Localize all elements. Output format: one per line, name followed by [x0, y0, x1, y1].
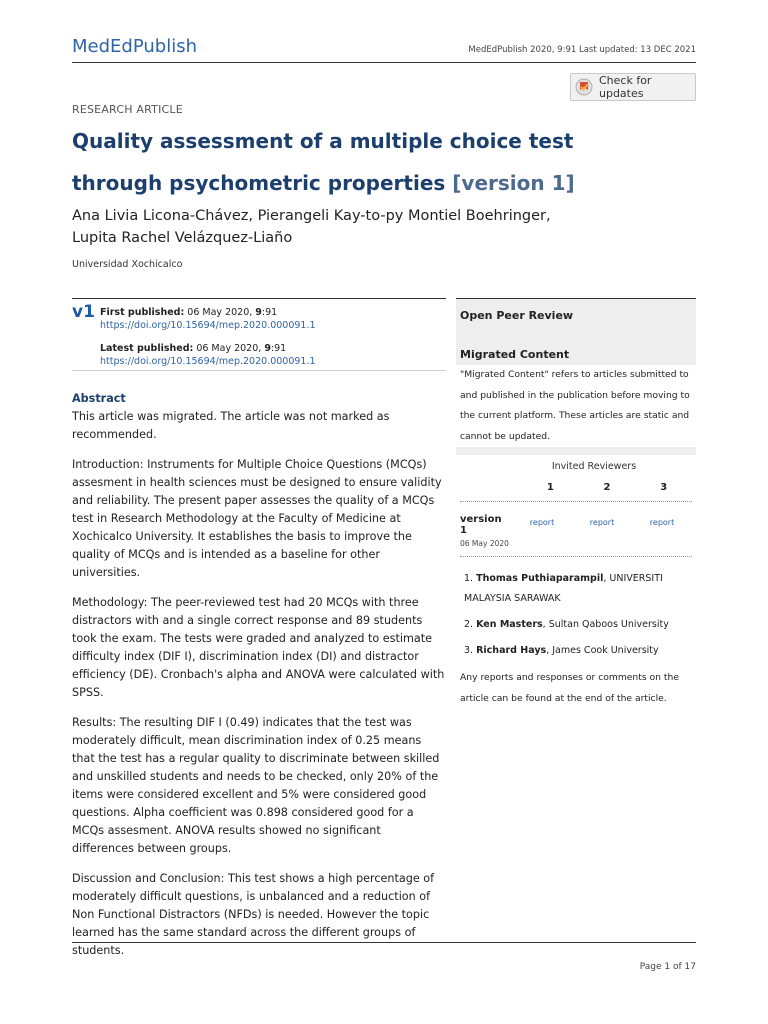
- version-badge: v1: [72, 302, 95, 322]
- reviewer-column-3: 3: [660, 482, 668, 493]
- peer-review-panel: [456, 298, 696, 704]
- version-number: version 1: [460, 514, 502, 536]
- latest-published: [100, 342, 440, 368]
- reviewer-table-divider: [460, 556, 692, 557]
- reviewer-name: Thomas Puthiaparampil: [476, 573, 604, 584]
- publication-divider: [72, 298, 446, 299]
- reviewer-number: 2.: [464, 619, 474, 630]
- reviewer-list: [460, 569, 692, 661]
- reviewer-number: 3.: [464, 645, 474, 656]
- first-published-page: :91: [261, 307, 278, 318]
- abstract-paragraph: Introduction: Instruments for Multiple Choice Questions (MCQs) assesment in health sciences must be designed to ensure validity and reliability. The present paper assesses the quality of a MCQs test in Research Methodology at the Faculty of Medicine at Xochicalco University. It establishes the basis to improve the quality of MCQs and is intended as a baseline for other universities.: [72, 458, 442, 579]
- first-published-doi-link[interactable]: https://doi.org/10.15694/mep.2020.000091.1: [100, 320, 316, 331]
- latest-published-label: Latest published:: [100, 343, 194, 354]
- author-list: [72, 205, 612, 249]
- reviewer-item: [460, 569, 692, 609]
- open-peer-review-heading: Open Peer Review: [460, 309, 574, 322]
- report-link-2[interactable]: report: [589, 518, 615, 527]
- header-divider: [72, 62, 696, 63]
- abstract-paragraph: Results: The resulting DIF I (0.49) indicates that the test was moderately difficult, mean discrimination index of 0.25 means that the test has a regular quality to discriminate between skilled and unskilled students and needs to be checked, only 20% of the items were considered excellent and 5% were considered good questions. Alpha coefficient was 0.898 considered good for a MCQs assesment. ANOVA results showed no significant differences between groups.: [72, 716, 440, 855]
- report-link-1[interactable]: report: [529, 518, 555, 527]
- abstract-paragraph: Discussion and Conclusion: This test shows a high percentage of moderately difficult questions, is unbalanced and a reduction of Non Functional Distractors (NFDs) is needed. However the topic learned has the same standard across the different groups of students.: [72, 872, 435, 957]
- check-updates-label: Check for updates: [599, 74, 652, 100]
- reviewer-column-1: 1: [546, 482, 554, 493]
- reviewer-affiliation: , Sultan Qaboos University: [542, 619, 669, 630]
- reports-note: Any reports and responses or comments on the article can be found at the end of the article.: [456, 667, 696, 709]
- reviewer-affiliation: , UNIVERSITI MALAYSIA SARAWAK: [464, 573, 663, 604]
- reviewer-item: [460, 615, 692, 635]
- first-published: [100, 306, 440, 332]
- reviewer-number: 1.: [464, 573, 474, 584]
- abstract-paragraph: Methodology: The peer-reviewed test had 20 MCQs with three distractors with and a single correct response and 89 students took the exam. The tests were graded and analyzed to estimate difficulty index (DIF I), discrimination index (DI) and distractor efficiency (DE). Cronbach's alpha and ANOVA were calculated with SPSS.: [72, 596, 445, 699]
- reviewer-columns: [460, 482, 692, 493]
- migrated-content-text: "Migrated Content" refers to articles submitted to and published in the publication before moving to the current platform. These articles are static and cannot be updated.: [456, 365, 696, 447]
- crossmark-icon: [575, 78, 593, 96]
- abstract-paragraph: This article was migrated. The article was not marked as recommended.: [72, 410, 390, 441]
- first-published-label: First published:: [100, 307, 185, 318]
- journal-meta: MedEdPublish 2020, 9:91 Last updated: 13 DEC 2021: [468, 45, 696, 55]
- reviewer-affiliation: , James Cook University: [546, 645, 659, 656]
- reviewer-item: [460, 641, 692, 661]
- reviewer-table: [456, 455, 696, 713]
- latest-published-volume: 9: [264, 343, 271, 354]
- latest-published-page: :91: [270, 343, 287, 354]
- authors-line-1: Ana Livia Licona-Chávez, Pierangeli Kay-to-py Montiel Boehringer,: [72, 208, 551, 224]
- authors-line-2: Lupita Rachel Velázquez-Liaño: [72, 230, 293, 246]
- invited-reviewers-heading: Invited Reviewers: [551, 461, 637, 472]
- first-published-volume: 9: [255, 307, 262, 318]
- first-published-date: 06 May 2020,: [184, 307, 256, 318]
- reviewer-column-2: 2: [603, 482, 611, 493]
- latest-published-doi-link[interactable]: https://doi.org/10.15694/mep.2020.000091.1: [100, 356, 316, 367]
- reviewer-table-divider: [460, 501, 692, 502]
- publication-info: [100, 306, 440, 368]
- migrated-content-heading: Migrated Content: [460, 348, 570, 361]
- report-link-3[interactable]: report: [649, 518, 675, 527]
- latest-published-date: 06 May 2020,: [193, 343, 265, 354]
- abstract-section: [72, 390, 446, 972]
- article-type: RESEARCH ARTICLE: [72, 103, 183, 116]
- report-links: [512, 514, 692, 527]
- article-title: [72, 120, 632, 204]
- reviewer-name: Ken Masters: [476, 619, 543, 630]
- journal-brand[interactable]: MedEdPublish: [72, 36, 197, 57]
- reviewer-name: Richard Hays: [476, 645, 547, 656]
- peer-review-sidebar: [456, 298, 696, 704]
- abstract-divider: [72, 370, 446, 371]
- abstract-heading: Abstract: [72, 392, 126, 405]
- check-updates-button[interactable]: [570, 73, 696, 101]
- version-row: [460, 514, 692, 548]
- version-label: [460, 514, 512, 548]
- affiliation: Universidad Xochicalco: [72, 259, 183, 270]
- page-number: Page 1 of 17: [639, 962, 696, 972]
- article-version: [version 1]: [452, 171, 575, 195]
- version-date: 06 May 2020: [460, 539, 509, 548]
- footer-divider: [72, 942, 696, 943]
- article-title-text: Quality assessment of a multiple choice test through psychometric properties: [72, 129, 574, 195]
